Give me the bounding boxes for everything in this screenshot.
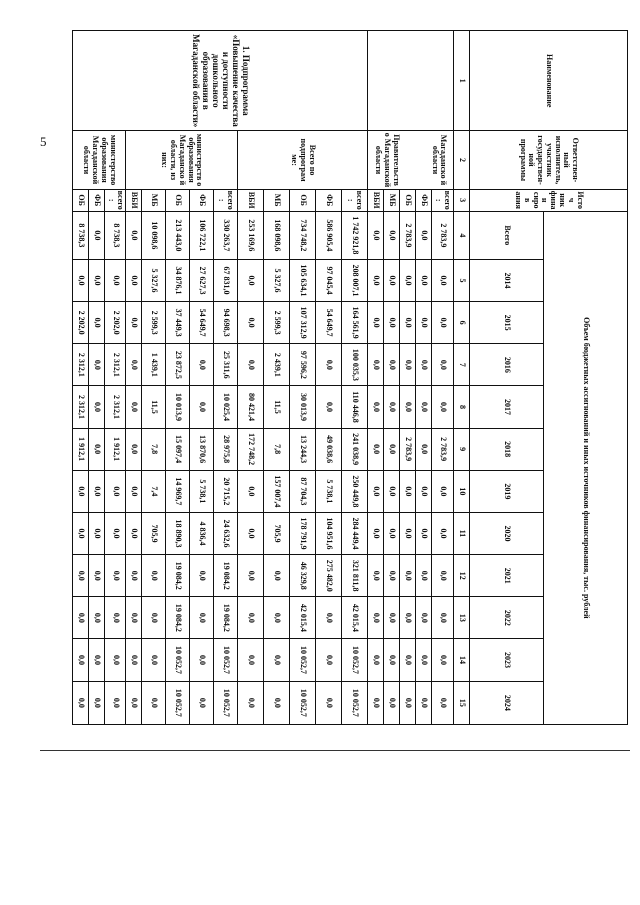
year-value-cell: 0,0 bbox=[126, 302, 142, 344]
year-value-cell: 0,0 bbox=[190, 344, 214, 386]
year-value-cell: 18 890,3 bbox=[166, 512, 190, 554]
year-value-cell: 80 421,4 bbox=[238, 386, 264, 428]
year-value-cell: 0,0 bbox=[264, 597, 290, 639]
header-year: 2014 bbox=[470, 259, 544, 301]
total-cell: 106 722,1 bbox=[190, 211, 214, 259]
header-year: 2017 bbox=[470, 386, 544, 428]
year-value-cell: 0,0 bbox=[384, 259, 400, 301]
source-cell: ФБ bbox=[89, 189, 105, 211]
column-number: 5 bbox=[454, 259, 470, 301]
year-value-cell: 4 836,4 bbox=[190, 512, 214, 554]
year-value-cell: 0,0 bbox=[432, 386, 454, 428]
year-value-cell: 0,0 bbox=[126, 512, 142, 554]
year-value-cell: 0,0 bbox=[368, 386, 384, 428]
rotated-table-wrapper bbox=[68, 30, 628, 725]
header-year: 2016 bbox=[470, 344, 544, 386]
year-value-cell: 0,0 bbox=[416, 302, 432, 344]
year-value-cell: 0,0 bbox=[105, 470, 126, 512]
year-value-cell: 0,0 bbox=[400, 597, 416, 639]
year-value-cell: 11,5 bbox=[264, 386, 290, 428]
year-value-cell: 94 698,3 bbox=[214, 302, 238, 344]
year-value-cell: 19 084,2 bbox=[214, 555, 238, 597]
year-value-cell: 0,0 bbox=[416, 639, 432, 681]
header-source: Источ ник финан сиров ания bbox=[470, 189, 628, 211]
year-value-cell: 42 015,4 bbox=[342, 597, 368, 639]
year-value-cell: 10 052,7 bbox=[290, 681, 316, 724]
year-value-cell: 0,0 bbox=[368, 639, 384, 681]
year-value-cell: 23 872,5 bbox=[166, 344, 190, 386]
year-value-cell: 54 649,7 bbox=[190, 302, 214, 344]
year-value-cell: 0,0 bbox=[238, 555, 264, 597]
year-value-cell: 0,0 bbox=[368, 302, 384, 344]
year-value-cell: 13 244,3 bbox=[290, 428, 316, 470]
year-value-cell: 0,0 bbox=[384, 470, 400, 512]
year-value-cell: 30 013,9 bbox=[290, 386, 316, 428]
page-number: 5 bbox=[40, 134, 47, 149]
column-number: 8 bbox=[454, 386, 470, 428]
year-value-cell: 46 329,8 bbox=[290, 555, 316, 597]
year-value-cell: 0,0 bbox=[238, 681, 264, 724]
year-value-cell: 0,0 bbox=[368, 259, 384, 301]
total-cell: 10 098,6 bbox=[142, 211, 166, 259]
column-number: 6 bbox=[454, 302, 470, 344]
year-value-cell: 27 627,3 bbox=[190, 259, 214, 301]
year-value-cell: 0,0 bbox=[126, 259, 142, 301]
year-value-cell: 0,0 bbox=[142, 555, 166, 597]
year-value-cell: 19 084,2 bbox=[166, 555, 190, 597]
column-number: 11 bbox=[454, 512, 470, 554]
year-value-cell: 0,0 bbox=[384, 428, 400, 470]
year-value-cell: 0,0 bbox=[126, 597, 142, 639]
year-value-cell: 2 783,9 bbox=[432, 428, 454, 470]
column-number: 7 bbox=[454, 344, 470, 386]
year-value-cell: 0,0 bbox=[432, 681, 454, 724]
year-value-cell: 0,0 bbox=[368, 344, 384, 386]
year-value-cell: 0,0 bbox=[384, 555, 400, 597]
year-value-cell: 157 007,4 bbox=[264, 470, 290, 512]
total-cell: 0,0 bbox=[89, 211, 105, 259]
source-cell: ФБ bbox=[416, 189, 432, 211]
year-value-cell: 5 327,6 bbox=[142, 259, 166, 301]
year-value-cell: 1 912,1 bbox=[73, 428, 89, 470]
year-value-cell: 164 561,9 bbox=[342, 302, 368, 344]
year-value-cell: 0,0 bbox=[384, 681, 400, 724]
year-value-cell: 10 052,7 bbox=[166, 639, 190, 681]
executor-ministry: министерств о образования Магаданско й области, из них: bbox=[126, 131, 238, 189]
year-value-cell: 42 015,4 bbox=[290, 597, 316, 639]
table-row bbox=[432, 31, 454, 725]
total-cell: 586 905,4 bbox=[316, 211, 342, 259]
column-number: 3 bbox=[454, 189, 470, 211]
subprogram-name: 1. Подпрограмма «Повышение качества и доступности дошкольного образования в Магаданской области» bbox=[73, 31, 368, 131]
year-value-cell: 0,0 bbox=[400, 259, 416, 301]
year-value-cell: 0,0 bbox=[368, 597, 384, 639]
year-value-cell: 0,0 bbox=[126, 555, 142, 597]
year-value-cell: 0,0 bbox=[126, 428, 142, 470]
column-number: 1 bbox=[454, 31, 470, 131]
header-year: 2019 bbox=[470, 470, 544, 512]
year-value-cell: 0,0 bbox=[190, 597, 214, 639]
year-value-cell: 0,0 bbox=[126, 344, 142, 386]
year-value-cell: 0,0 bbox=[264, 681, 290, 724]
year-value-cell: 97 045,4 bbox=[316, 259, 342, 301]
year-value-cell: 0,0 bbox=[238, 302, 264, 344]
year-value-cell: 250 449,8 bbox=[342, 470, 368, 512]
year-value-cell: 7,4 bbox=[142, 470, 166, 512]
header-total: Всего bbox=[470, 211, 544, 259]
column-number: 10 bbox=[454, 470, 470, 512]
executor-ministry-2: министерство образования Магаданской области bbox=[73, 131, 126, 189]
year-value-cell: 0,0 bbox=[264, 639, 290, 681]
year-value-cell: 0,0 bbox=[89, 386, 105, 428]
funding-table bbox=[72, 30, 628, 725]
year-value-cell: 0,0 bbox=[89, 597, 105, 639]
year-value-cell: 13 870,6 bbox=[190, 428, 214, 470]
year-value-cell: 2 599,3 bbox=[264, 302, 290, 344]
total-cell: 0,0 bbox=[416, 211, 432, 259]
year-value-cell: 0,0 bbox=[105, 259, 126, 301]
year-value-cell: 0,0 bbox=[432, 597, 454, 639]
year-value-cell: 110 446,8 bbox=[342, 386, 368, 428]
year-value-cell: 0,0 bbox=[368, 512, 384, 554]
year-value-cell: 0,0 bbox=[316, 639, 342, 681]
year-value-cell: 2 312,1 bbox=[73, 344, 89, 386]
year-value-cell: 0,0 bbox=[73, 259, 89, 301]
year-value-cell: 0,0 bbox=[400, 555, 416, 597]
total-cell: 8 738,3 bbox=[105, 211, 126, 259]
year-value-cell: 20 715,2 bbox=[214, 470, 238, 512]
year-value-cell: 5 327,6 bbox=[264, 259, 290, 301]
year-value-cell: 19 084,2 bbox=[214, 597, 238, 639]
year-value-cell: 208 007,1 bbox=[342, 259, 368, 301]
total-cell: 8 738,3 bbox=[73, 211, 89, 259]
year-value-cell: 2 439,1 bbox=[264, 344, 290, 386]
year-value-cell: 5 738,1 bbox=[190, 470, 214, 512]
year-value-cell: 0,0 bbox=[416, 386, 432, 428]
year-value-cell: 15 097,4 bbox=[166, 428, 190, 470]
source-cell: ОБ bbox=[400, 189, 416, 211]
year-value-cell: 28 975,8 bbox=[214, 428, 238, 470]
header-year: 2023 bbox=[470, 639, 544, 681]
year-value-cell: 0,0 bbox=[105, 639, 126, 681]
year-value-cell: 1 912,1 bbox=[105, 428, 126, 470]
year-value-cell: 0,0 bbox=[89, 512, 105, 554]
header-year: 2015 bbox=[470, 302, 544, 344]
header-year: 2020 bbox=[470, 512, 544, 554]
column-number: 2 bbox=[454, 131, 470, 189]
source-cell: МБ bbox=[384, 189, 400, 211]
year-value-cell: 705,9 bbox=[142, 512, 166, 554]
year-value-cell: 0,0 bbox=[432, 259, 454, 301]
year-value-cell: 0,0 bbox=[89, 555, 105, 597]
year-value-cell: 0,0 bbox=[316, 344, 342, 386]
year-value-cell: 0,0 bbox=[368, 555, 384, 597]
year-value-cell: 0,0 bbox=[190, 639, 214, 681]
source-cell: ФБ bbox=[316, 189, 342, 211]
total-cell: 2 783,9 bbox=[400, 211, 416, 259]
year-value-cell: 0,0 bbox=[432, 344, 454, 386]
year-value-cell: 7,8 bbox=[264, 428, 290, 470]
year-value-cell: 0,0 bbox=[416, 681, 432, 724]
year-value-cell: 0,0 bbox=[89, 681, 105, 724]
year-value-cell: 7,8 bbox=[142, 428, 166, 470]
year-value-cell: 0,0 bbox=[316, 681, 342, 724]
year-value-cell: 10 052,7 bbox=[214, 639, 238, 681]
year-value-cell: 54 649,7 bbox=[316, 302, 342, 344]
source-cell: всего: bbox=[432, 189, 454, 211]
year-value-cell: 0,0 bbox=[384, 344, 400, 386]
year-value-cell: 0,0 bbox=[238, 470, 264, 512]
year-value-cell: 0,0 bbox=[73, 597, 89, 639]
year-value-cell: 0,0 bbox=[316, 386, 342, 428]
source-cell: ВБИ bbox=[238, 189, 264, 211]
year-value-cell: 0,0 bbox=[105, 555, 126, 597]
year-value-cell: 0,0 bbox=[126, 681, 142, 724]
year-value-cell: 0,0 bbox=[142, 597, 166, 639]
year-value-cell: 2 202,0 bbox=[105, 302, 126, 344]
column-number: 12 bbox=[454, 555, 470, 597]
executor-subtotal: Всего по подпрограм ме: bbox=[238, 131, 368, 189]
header-year: 2022 bbox=[470, 597, 544, 639]
year-value-cell: 0,0 bbox=[238, 597, 264, 639]
year-value-cell: 0,0 bbox=[105, 681, 126, 724]
year-value-cell: 0,0 bbox=[126, 639, 142, 681]
header-executor: Ответствен-ный исполнитель, участник государствен-ной программы bbox=[470, 131, 628, 189]
year-value-cell: 275 482,0 bbox=[316, 555, 342, 597]
year-value-cell: 5 738,1 bbox=[316, 470, 342, 512]
total-cell: 168 098,6 bbox=[264, 211, 290, 259]
column-number: 15 bbox=[454, 681, 470, 724]
column-number: 9 bbox=[454, 428, 470, 470]
year-value-cell: 100 035,3 bbox=[342, 344, 368, 386]
year-value-cell: 0,0 bbox=[432, 512, 454, 554]
total-cell: 0,0 bbox=[384, 211, 400, 259]
year-value-cell: 67 831,0 bbox=[214, 259, 238, 301]
year-value-cell: 0,0 bbox=[73, 555, 89, 597]
year-value-cell: 0,0 bbox=[316, 597, 342, 639]
year-value-cell: 0,0 bbox=[384, 597, 400, 639]
source-cell: МБ bbox=[264, 189, 290, 211]
year-value-cell: 104 951,6 bbox=[316, 512, 342, 554]
total-cell: 2 783,9 bbox=[432, 211, 454, 259]
year-value-cell: 0,0 bbox=[238, 259, 264, 301]
year-value-cell: 0,0 bbox=[416, 597, 432, 639]
year-value-cell: 0,0 bbox=[400, 470, 416, 512]
year-value-cell: 0,0 bbox=[126, 386, 142, 428]
year-value-cell: 2 783,9 bbox=[400, 428, 416, 470]
source-cell: ВБИ bbox=[126, 189, 142, 211]
total-cell: 0,0 bbox=[368, 211, 384, 259]
year-value-cell: 0,0 bbox=[416, 512, 432, 554]
year-value-cell: 0,0 bbox=[105, 597, 126, 639]
executor-top: Магаданско й области bbox=[430, 134, 449, 186]
year-value-cell: 0,0 bbox=[432, 555, 454, 597]
year-value-cell: 107 312,9 bbox=[290, 302, 316, 344]
year-value-cell: 0,0 bbox=[190, 555, 214, 597]
total-cell: 734 748,2 bbox=[290, 211, 316, 259]
year-value-cell: 0,0 bbox=[432, 470, 454, 512]
total-cell: 213 443,0 bbox=[166, 211, 190, 259]
year-value-cell: 19 084,2 bbox=[166, 597, 190, 639]
year-value-cell: 0,0 bbox=[384, 386, 400, 428]
year-value-cell: 0,0 bbox=[432, 639, 454, 681]
year-value-cell: 0,0 bbox=[384, 302, 400, 344]
year-value-cell: 11,5 bbox=[142, 386, 166, 428]
year-value-cell: 105 634,1 bbox=[290, 259, 316, 301]
year-value-cell: 284 449,4 bbox=[342, 512, 368, 554]
year-value-cell: 0,0 bbox=[400, 512, 416, 554]
year-value-cell: 0,0 bbox=[142, 639, 166, 681]
year-value-cell: 14 969,7 bbox=[166, 470, 190, 512]
source-cell: всего: bbox=[105, 189, 126, 211]
year-value-cell: 0,0 bbox=[73, 470, 89, 512]
source-cell: ОБ bbox=[166, 189, 190, 211]
total-cell: 330 263,7 bbox=[214, 211, 238, 259]
year-value-cell: 241 038,9 bbox=[342, 428, 368, 470]
source-cell: ВБИ bbox=[368, 189, 384, 211]
year-value-cell: 10 025,4 bbox=[214, 386, 238, 428]
year-value-cell: 0,0 bbox=[432, 302, 454, 344]
table-row bbox=[105, 31, 126, 725]
year-value-cell: 0,0 bbox=[89, 428, 105, 470]
year-value-cell: 0,0 bbox=[238, 639, 264, 681]
year-value-cell: 37 449,3 bbox=[166, 302, 190, 344]
column-number: 14 bbox=[454, 639, 470, 681]
year-value-cell: 178 791,9 bbox=[290, 512, 316, 554]
year-value-cell: 0,0 bbox=[264, 555, 290, 597]
year-value-cell: 0,0 bbox=[400, 639, 416, 681]
header-year: 2021 bbox=[470, 555, 544, 597]
year-value-cell: 0,0 bbox=[400, 302, 416, 344]
year-value-cell: 0,0 bbox=[368, 681, 384, 724]
year-value-cell: 0,0 bbox=[384, 512, 400, 554]
year-value-cell: 10 052,7 bbox=[342, 681, 368, 724]
page-divider bbox=[40, 750, 630, 751]
year-value-cell: 10 052,7 bbox=[342, 639, 368, 681]
year-value-cell: 0,0 bbox=[416, 428, 432, 470]
total-cell: 0,0 bbox=[126, 211, 142, 259]
column-number: 4 bbox=[454, 211, 470, 259]
year-value-cell: 0,0 bbox=[142, 681, 166, 724]
year-value-cell: 10 052,7 bbox=[290, 639, 316, 681]
source-cell: ОБ bbox=[290, 189, 316, 211]
year-value-cell: 705,9 bbox=[264, 512, 290, 554]
source-cell: МБ bbox=[142, 189, 166, 211]
source-cell: ФБ bbox=[190, 189, 214, 211]
year-value-cell: 10 052,7 bbox=[166, 681, 190, 724]
year-value-cell: 0,0 bbox=[400, 386, 416, 428]
header-volume: Объем бюджетных ассигнований и иных источников финансирования, тыс. рублей bbox=[544, 211, 628, 724]
year-value-cell: 0,0 bbox=[368, 428, 384, 470]
year-value-cell: 0,0 bbox=[89, 639, 105, 681]
year-value-cell: 0,0 bbox=[238, 512, 264, 554]
year-value-cell: 1 439,1 bbox=[142, 344, 166, 386]
executor-government bbox=[368, 131, 454, 189]
year-value-cell: 0,0 bbox=[105, 512, 126, 554]
year-value-cell: 0,0 bbox=[126, 470, 142, 512]
header-name: Наименование bbox=[470, 31, 628, 131]
year-value-cell: 0,0 bbox=[190, 386, 214, 428]
year-value-cell: 2 312,1 bbox=[105, 344, 126, 386]
header-year: 2018 bbox=[470, 428, 544, 470]
year-value-cell: 87 704,3 bbox=[290, 470, 316, 512]
total-cell: 253 169,6 bbox=[238, 211, 264, 259]
source-cell: ОБ bbox=[73, 189, 89, 211]
year-value-cell: 0,0 bbox=[190, 681, 214, 724]
year-value-cell: 0,0 bbox=[73, 639, 89, 681]
year-value-cell: 0,0 bbox=[89, 259, 105, 301]
column-number: 13 bbox=[454, 597, 470, 639]
year-value-cell: 0,0 bbox=[416, 259, 432, 301]
year-value-cell: 0,0 bbox=[89, 470, 105, 512]
year-value-cell: 0,0 bbox=[384, 639, 400, 681]
year-value-cell: 0,0 bbox=[89, 344, 105, 386]
year-value-cell: 24 632,6 bbox=[214, 512, 238, 554]
year-value-cell: 0,0 bbox=[400, 681, 416, 724]
year-value-cell: 0,0 bbox=[89, 302, 105, 344]
executor-government-label: Правительств о Магаданской области bbox=[374, 132, 401, 188]
table-row bbox=[342, 31, 368, 725]
year-value-cell: 49 038,6 bbox=[316, 428, 342, 470]
year-value-cell: 25 311,6 bbox=[214, 344, 238, 386]
year-value-cell: 0,0 bbox=[73, 512, 89, 554]
header-year: 2024 bbox=[470, 681, 544, 724]
year-value-cell: 0,0 bbox=[416, 470, 432, 512]
year-value-cell: 2 202,0 bbox=[73, 302, 89, 344]
year-value-cell: 0,0 bbox=[368, 470, 384, 512]
name-cell-empty bbox=[368, 31, 454, 131]
year-value-cell: 0,0 bbox=[238, 344, 264, 386]
year-value-cell: 34 876,1 bbox=[166, 259, 190, 301]
year-value-cell: 0,0 bbox=[73, 681, 89, 724]
year-value-cell: 172 748,2 bbox=[238, 428, 264, 470]
year-value-cell: 0,0 bbox=[416, 555, 432, 597]
table-row bbox=[214, 31, 238, 725]
source-cell: всего: bbox=[342, 189, 368, 211]
year-value-cell: 2 312,1 bbox=[105, 386, 126, 428]
source-cell: всего: bbox=[214, 189, 238, 211]
year-value-cell: 10 052,7 bbox=[214, 681, 238, 724]
year-value-cell: 97 596,2 bbox=[290, 344, 316, 386]
year-value-cell: 10 013,9 bbox=[166, 386, 190, 428]
year-value-cell: 2 599,3 bbox=[142, 302, 166, 344]
year-value-cell: 2 312,1 bbox=[73, 386, 89, 428]
year-value-cell: 0,0 bbox=[416, 344, 432, 386]
total-cell: 1 742 921,8 bbox=[342, 211, 368, 259]
year-value-cell: 321 811,8 bbox=[342, 555, 368, 597]
year-value-cell: 0,0 bbox=[400, 344, 416, 386]
